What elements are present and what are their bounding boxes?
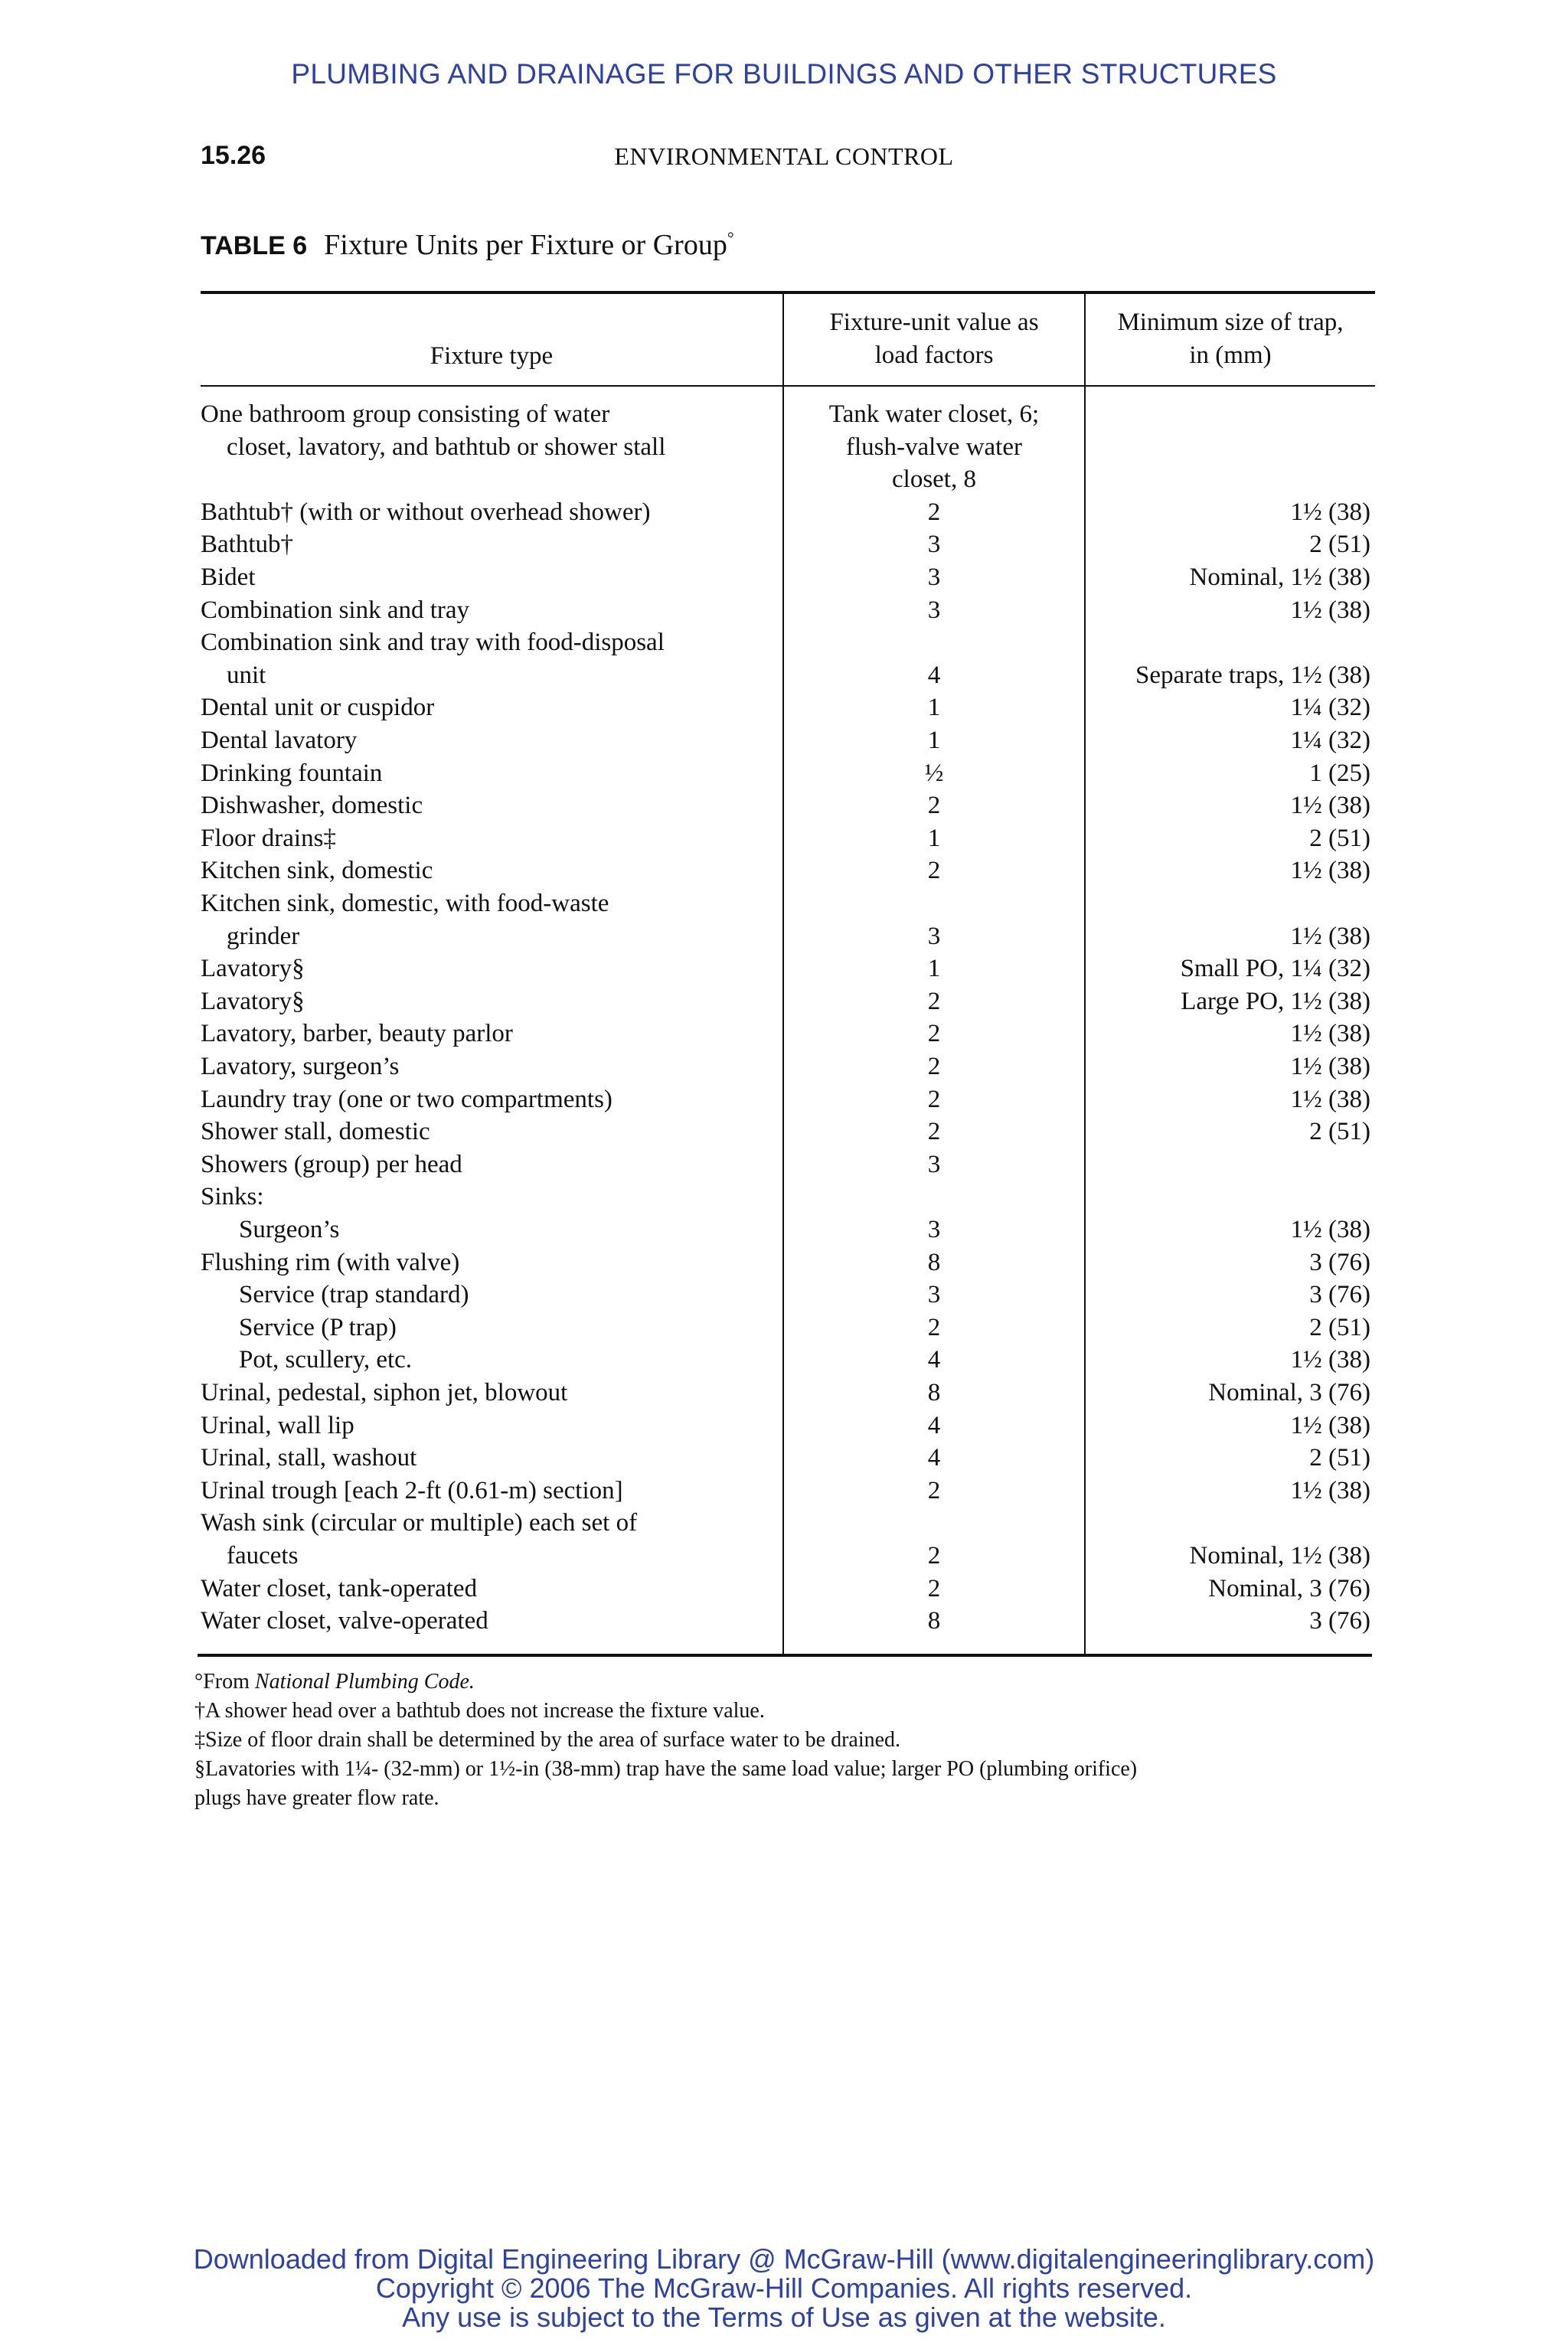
- header-fixture-unit-line1: Fixture-unit value as: [829, 309, 1039, 336]
- footnote-section-line1: §Lavatories with 1¼- (32-mm) or 1½-in (38-mm) trap have the same load value; larger PO (plumbing orifice): [194, 1757, 1138, 1781]
- cell-fixture-type: Combination sink and tray: [201, 596, 470, 624]
- cell-trap-size: 1¼ (32): [1290, 694, 1370, 722]
- cell-fixture-units: 3: [927, 1216, 941, 1243]
- table-row: [0, 920, 1568, 953]
- cell-fixture-units: 2: [927, 498, 941, 526]
- header-bottom-rule: [201, 385, 1375, 387]
- cell-fixture-units: 2: [927, 1085, 941, 1113]
- cell-fixture-type: Bathtub† (with or without overhead shower): [201, 498, 651, 526]
- cell-fixture-units: 3: [927, 596, 941, 624]
- table-row: [0, 626, 1568, 659]
- table-row: [0, 528, 1568, 561]
- cell-trap-size: 1½ (38): [1290, 498, 1370, 526]
- cell-trap-size: 3 (76): [1309, 1248, 1370, 1276]
- cell-fixture-units: 1: [927, 727, 941, 754]
- cell-fixture-type: closet, lavatory, and bathtub or shower stall: [227, 433, 666, 461]
- cell-fixture-type: Showers (group) per head: [201, 1150, 462, 1178]
- cell-fixture-type: Floor drains‡: [201, 824, 336, 852]
- table-row: [0, 561, 1568, 594]
- cell-trap-size: 2 (51): [1309, 824, 1370, 852]
- table-row: [0, 1605, 1568, 1638]
- cell-trap-size: 1½ (38): [1290, 1216, 1370, 1243]
- table-row: [0, 1475, 1568, 1508]
- cell-trap-size: 1¼ (32): [1290, 727, 1370, 754]
- cell-fixture-units: 2: [927, 1053, 941, 1080]
- cell-fixture-units: 3: [927, 922, 941, 950]
- table-row: [0, 1279, 1568, 1312]
- cell-fixture-type: Kitchen sink, domestic, with food-waste: [201, 890, 609, 917]
- cell-fixture-units: 1: [927, 955, 941, 983]
- cell-trap-size: 1½ (38): [1290, 857, 1370, 885]
- cell-fixture-units: 3: [927, 1281, 941, 1309]
- cell-fixture-type: Dental unit or cuspidor: [201, 694, 435, 722]
- cell-fixture-type: Service (trap standard): [239, 1281, 469, 1309]
- cell-trap-size: 1½ (38): [1290, 922, 1370, 950]
- table-row: [0, 1344, 1568, 1377]
- footnote-source-mark: °: [194, 1670, 204, 1694]
- table-row: [0, 1507, 1568, 1540]
- footnote-source-title: National Plumbing Code.: [254, 1670, 475, 1694]
- cell-trap-size: Nominal, 1½ (38): [1189, 564, 1370, 591]
- footnote-double-dagger: ‡Size of floor drain shall be determined by the area of surface water to be drained.: [194, 1728, 901, 1752]
- cell-fixture-type: unit: [227, 661, 266, 689]
- cell-fixture-type: Drinking fountain: [201, 759, 383, 787]
- cell-trap-size: 1½ (38): [1290, 1346, 1370, 1374]
- cell-fixture-units: 8: [927, 1379, 941, 1406]
- cell-fixture-units: 3: [927, 564, 941, 591]
- cell-fixture-type: Shower stall, domestic: [201, 1118, 430, 1146]
- table-row: [0, 822, 1568, 855]
- cell-fixture-type: Pot, scullery, etc.: [239, 1346, 413, 1374]
- credit-line-download: Downloaded from Digital Engineering Library @ McGraw-Hill (www.digitalengineeringlibrary.com): [193, 2243, 1375, 2275]
- table-row: [0, 887, 1568, 920]
- cell-fixture-type: grinder: [227, 922, 300, 950]
- running-head: ENVIRONMENTAL CONTROL: [614, 142, 954, 170]
- cell-fixture-type: Surgeon’s: [239, 1216, 340, 1243]
- table-row: [0, 1312, 1568, 1344]
- cell-fixture-units: 4: [927, 1411, 941, 1439]
- table-row: [0, 431, 1568, 464]
- cell-trap-size: Large PO, 1½ (38): [1181, 987, 1370, 1015]
- table-top-rule: [201, 291, 1375, 294]
- cell-fixture-units: 8: [927, 1248, 941, 1276]
- cell-fixture-units: Tank water closet, 6;: [828, 400, 1040, 428]
- table-row: [0, 1083, 1568, 1116]
- table-row: [0, 985, 1568, 1018]
- cell-fixture-units: 3: [927, 1150, 941, 1178]
- table-row: [0, 789, 1568, 822]
- cell-fixture-type: Dishwasher, domestic: [201, 792, 423, 820]
- cell-trap-size: 3 (76): [1309, 1281, 1370, 1309]
- cell-trap-size: 2 (51): [1309, 1313, 1370, 1341]
- cell-fixture-units: 2: [927, 1542, 941, 1570]
- cell-fixture-units: flush-valve water: [846, 433, 1022, 461]
- table-label: TABLE 6: [201, 231, 308, 260]
- table-row: [0, 496, 1568, 529]
- cell-fixture-type: Urinal, pedestal, siphon jet, blowout: [201, 1379, 568, 1406]
- cell-trap-size: Nominal, 1½ (38): [1189, 1542, 1370, 1570]
- cell-fixture-type: faucets: [227, 1542, 299, 1570]
- header-fixture-unit-value: [784, 306, 1084, 372]
- header-trap-line1: Minimum size of trap,: [1117, 309, 1344, 336]
- cell-fixture-type: Water closet, tank-operated: [201, 1574, 478, 1602]
- cell-fixture-units: 4: [927, 1444, 941, 1472]
- cell-fixture-type: Water closet, valve-operated: [201, 1607, 488, 1635]
- cell-fixture-units: 2: [927, 1020, 941, 1048]
- cell-fixture-units: ½: [924, 759, 944, 787]
- table-caption: [201, 228, 734, 262]
- footnote-dagger: †A shower head over a bathtub does not increase the fixture value.: [194, 1699, 765, 1723]
- cell-fixture-type: Urinal, wall lip: [201, 1411, 354, 1439]
- table-row: [0, 1377, 1568, 1410]
- cell-trap-size: Nominal, 3 (76): [1208, 1379, 1370, 1406]
- cell-trap-size: 1½ (38): [1290, 596, 1370, 624]
- cell-fixture-type: Sinks:: [201, 1183, 264, 1211]
- cell-fixture-type: Urinal, stall, washout: [201, 1444, 417, 1472]
- header-trap-line2: in (mm): [1189, 341, 1272, 369]
- cell-fixture-type: Lavatory, surgeon’s: [201, 1053, 400, 1080]
- cell-fixture-type: Dental lavatory: [201, 727, 358, 754]
- table-row: [0, 398, 1568, 431]
- cell-fixture-units: 2: [927, 1476, 941, 1504]
- credit-line-copyright: Copyright © 2006 The McGraw-Hill Companies. All rights reserved.: [375, 2272, 1193, 2304]
- cell-trap-size: Separate traps, 1½ (38): [1135, 661, 1370, 689]
- cell-fixture-type: Combination sink and tray with food-disposal: [201, 629, 665, 657]
- table-row: [0, 594, 1568, 627]
- cell-fixture-units: 4: [927, 1346, 941, 1374]
- table-row: [0, 1540, 1568, 1573]
- table-bottom-rule: [198, 1654, 1372, 1657]
- table-row: [0, 463, 1568, 496]
- cell-fixture-units: 2: [927, 987, 941, 1015]
- cell-trap-size: 1½ (38): [1290, 1053, 1370, 1080]
- table-row: [0, 854, 1568, 887]
- table-row: [0, 691, 1568, 724]
- cell-trap-size: 1½ (38): [1290, 1085, 1370, 1113]
- cell-fixture-units: closet, 8: [892, 466, 976, 494]
- cell-fixture-units: 1: [927, 824, 941, 852]
- cell-trap-size: 1½ (38): [1290, 792, 1370, 820]
- cell-fixture-units: 4: [927, 661, 941, 689]
- cell-fixture-type: Lavatory§: [201, 987, 305, 1015]
- header-fixture-type: Fixture type: [430, 342, 554, 370]
- table-title: Fixture Units per Fixture or Group: [324, 229, 727, 261]
- cell-fixture-type: One bathroom group consisting of water: [201, 400, 610, 428]
- cell-fixture-type: Lavatory, barber, beauty parlor: [201, 1020, 513, 1048]
- table-row: [0, 1018, 1568, 1050]
- table-row: [0, 1050, 1568, 1083]
- book-title-banner: PLUMBING AND DRAINAGE FOR BUILDINGS AND OTHER STRUCTURES: [291, 58, 1277, 90]
- table-row: [0, 757, 1568, 790]
- table-footnotes: [194, 1668, 1374, 1813]
- footnote-section-line2: plugs have greater flow rate.: [194, 1786, 439, 1810]
- cell-fixture-type: Wash sink (circular or multiple) each set of: [201, 1509, 638, 1537]
- table-row: [0, 1410, 1568, 1442]
- cell-trap-size: 1½ (38): [1290, 1020, 1370, 1048]
- cell-fixture-units: 2: [927, 857, 941, 885]
- table-row: [0, 1573, 1568, 1606]
- footnote-source: [194, 1668, 1374, 1697]
- table-row: [0, 1181, 1568, 1214]
- cell-fixture-units: 2: [927, 792, 941, 820]
- footnote-source-prefix: From: [203, 1670, 255, 1694]
- cell-fixture-type: Kitchen sink, domestic: [201, 857, 433, 885]
- table-row: [0, 659, 1568, 692]
- cell-trap-size: 1½ (38): [1290, 1476, 1370, 1504]
- table-row: [0, 1442, 1568, 1475]
- cell-trap-size: Nominal, 3 (76): [1208, 1574, 1370, 1602]
- table-row: [0, 952, 1568, 985]
- table-row: [0, 1116, 1568, 1148]
- table-title-footnote-mark: °: [727, 228, 734, 247]
- cell-fixture-type: Urinal trough [each 2-ft (0.61-m) section]: [201, 1476, 623, 1504]
- header-min-trap-size: [1086, 306, 1375, 372]
- cell-trap-size: Small PO, 1¼ (32): [1180, 955, 1370, 983]
- page-number: 15.26: [201, 141, 266, 170]
- cell-fixture-units: 3: [927, 531, 941, 559]
- cell-trap-size: 1½ (38): [1290, 1411, 1370, 1439]
- download-credit: [0, 2245, 1568, 2332]
- cell-fixture-type: Service (P trap): [239, 1313, 397, 1341]
- header-fixture-unit-line2: load factors: [874, 341, 994, 369]
- cell-fixture-units: 2: [927, 1313, 941, 1341]
- cell-fixture-type: Flushing rim (with valve): [201, 1248, 460, 1276]
- table-row: [0, 724, 1568, 757]
- cell-fixture-type: Laundry tray (one or two compartments): [201, 1085, 612, 1113]
- table-row: [0, 1148, 1568, 1181]
- cell-trap-size: 2 (51): [1309, 531, 1370, 559]
- table-row: [0, 1246, 1568, 1279]
- cell-fixture-units: 2: [927, 1118, 941, 1146]
- cell-fixture-type: Lavatory§: [201, 955, 305, 983]
- cell-trap-size: 2 (51): [1309, 1118, 1370, 1146]
- cell-trap-size: 2 (51): [1309, 1444, 1370, 1472]
- cell-trap-size: 1 (25): [1309, 759, 1370, 787]
- credit-line-terms: Any use is subject to the Terms of Use as given at the website.: [402, 2301, 1166, 2333]
- cell-fixture-units: 2: [927, 1574, 941, 1602]
- cell-trap-size: 3 (76): [1309, 1607, 1370, 1635]
- table-row: [0, 1214, 1568, 1246]
- cell-fixture-units: 8: [927, 1607, 941, 1635]
- cell-fixture-type: Bidet: [201, 564, 256, 591]
- cell-fixture-units: 1: [927, 694, 941, 722]
- cell-fixture-type: Bathtub†: [201, 531, 293, 559]
